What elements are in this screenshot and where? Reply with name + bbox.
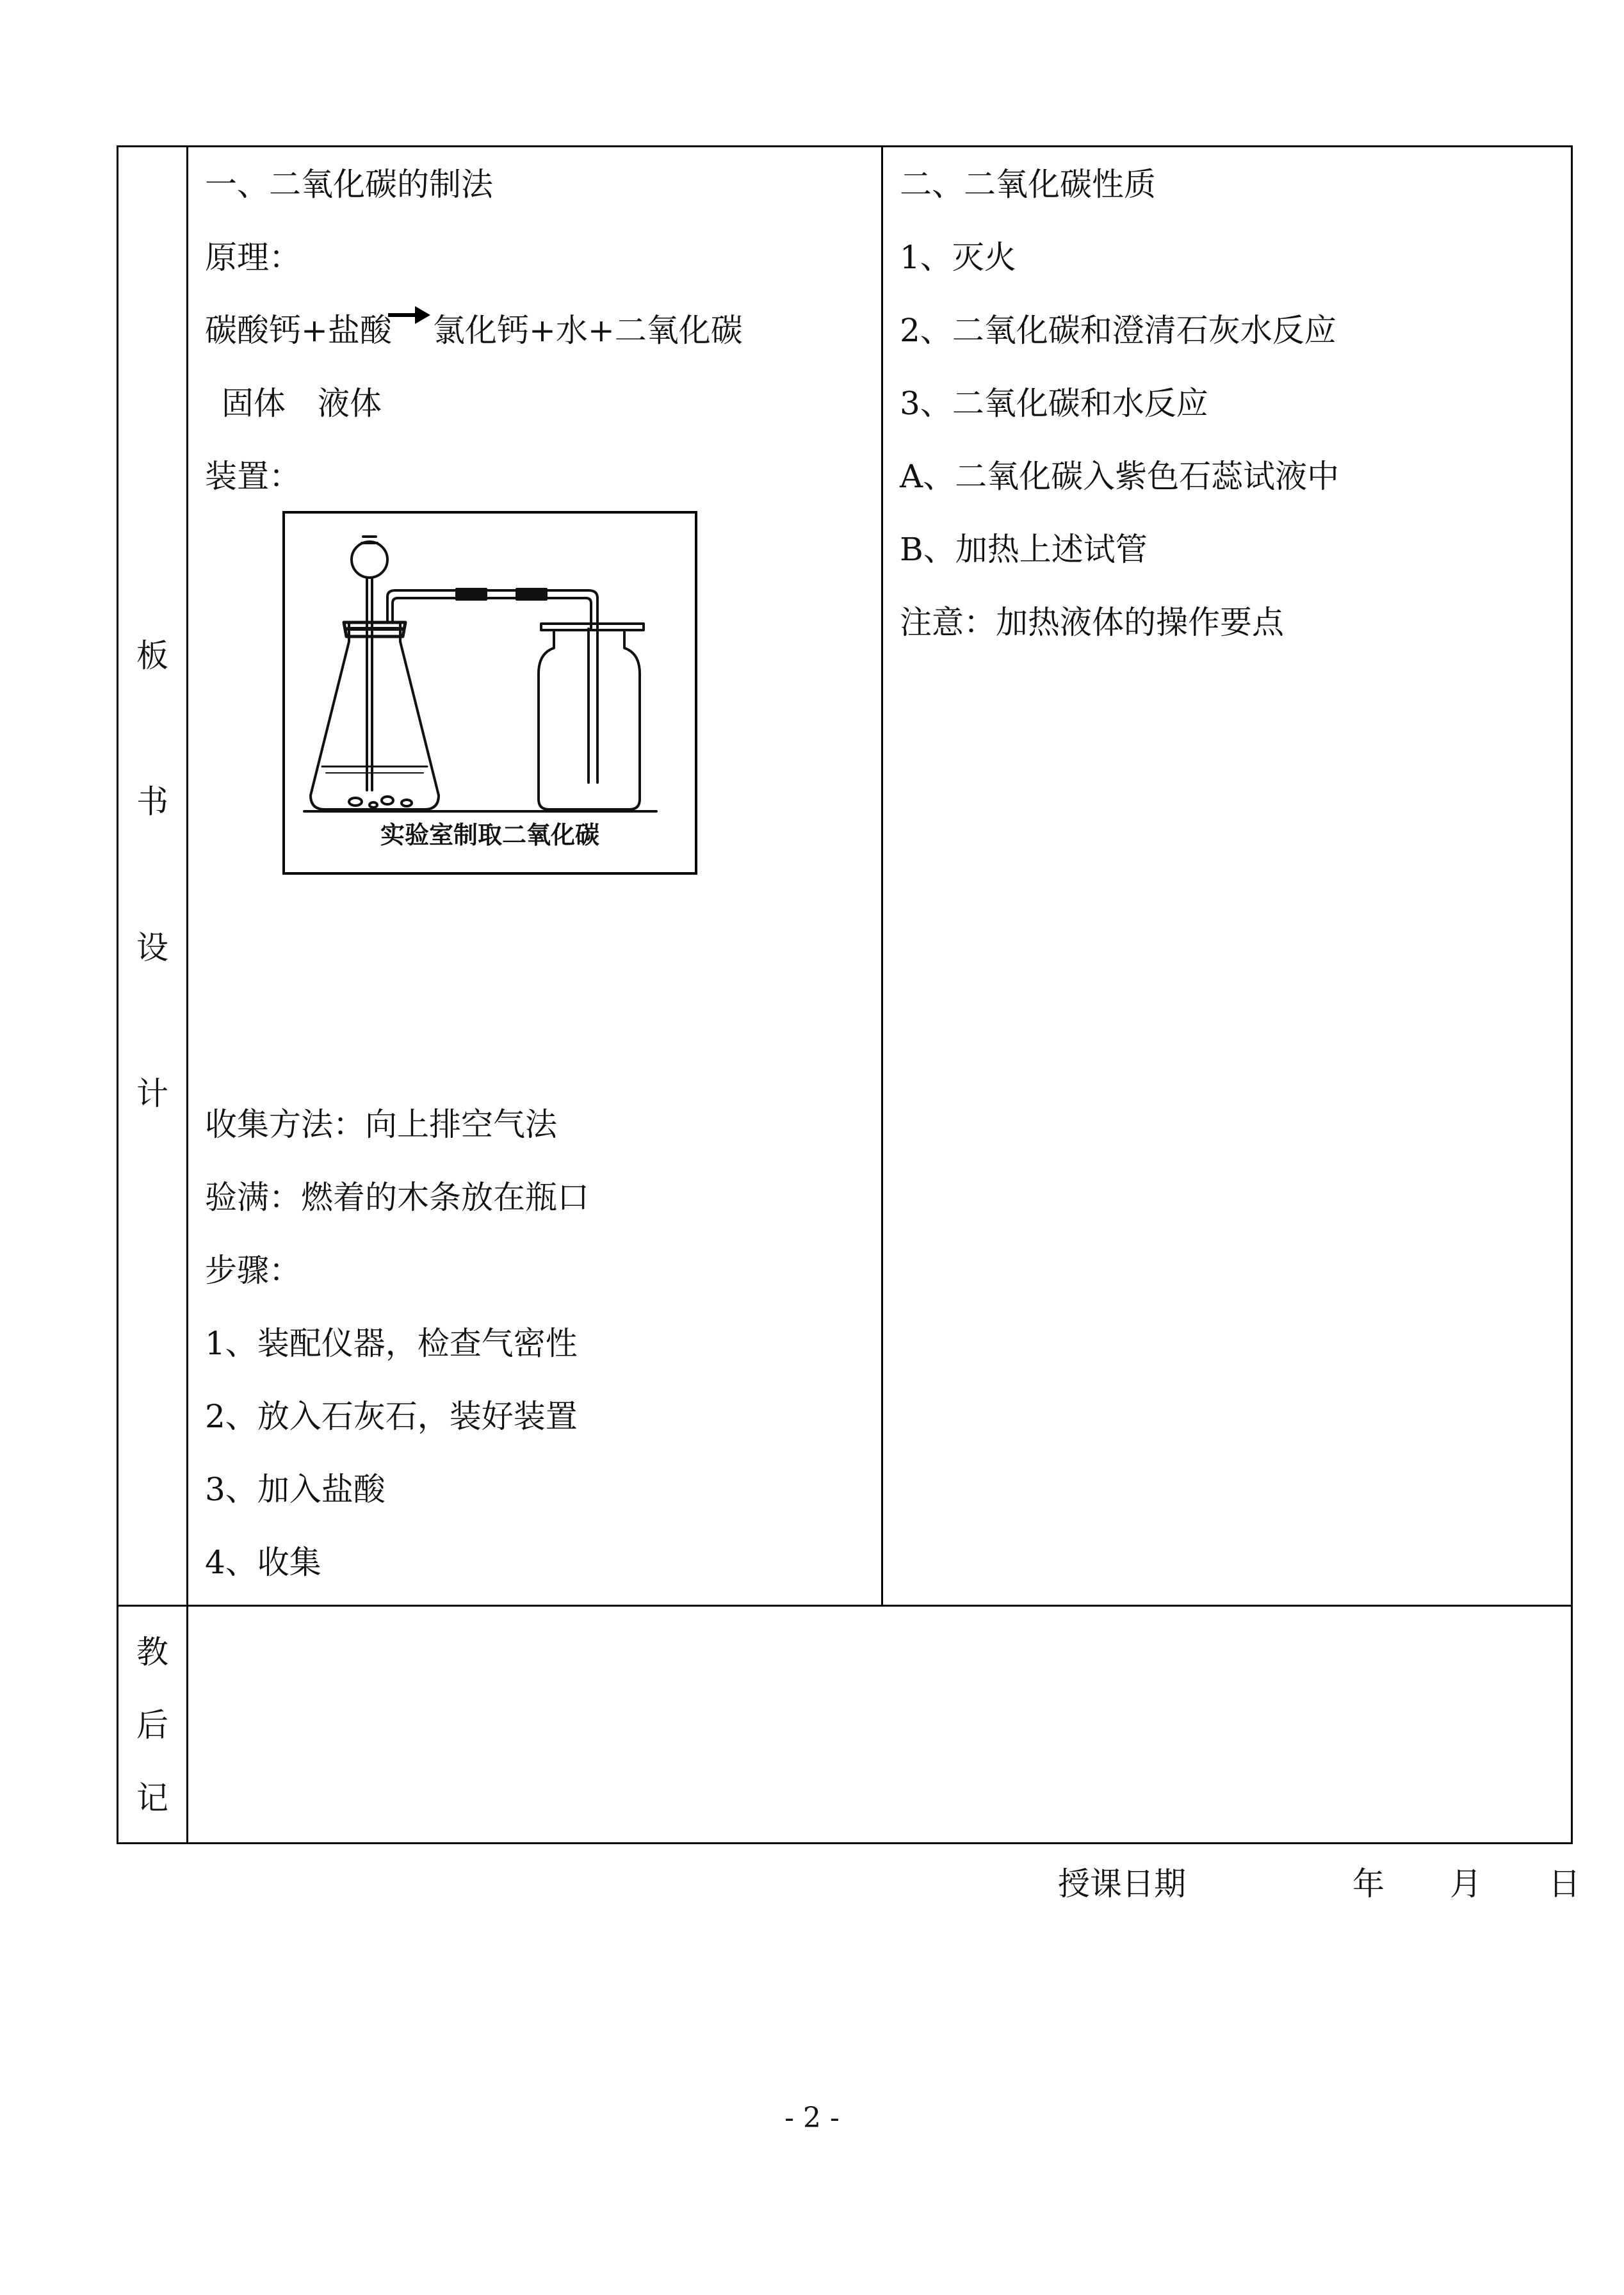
step-item: 2、放入石灰石，装好装置 <box>205 1398 578 1435</box>
reaction-products: 氯化钙+水+二氧化碳 <box>433 312 743 349</box>
reaction-arrow-icon <box>387 302 432 328</box>
left-heading: 一、二氧化碳的制法 <box>205 166 493 203</box>
notes-label-char: 后 <box>136 1707 168 1744</box>
table-content-column-divider <box>881 145 883 1606</box>
table-top-border <box>117 145 1573 147</box>
date-day-label: 日 <box>1548 1865 1580 1902</box>
table-row-divider <box>117 1605 1573 1607</box>
co2-apparatus-icon <box>285 514 695 872</box>
reaction-reactants: 碳酸钙+盐酸 <box>205 312 392 349</box>
reactant-states: 固体 液体 <box>222 385 382 422</box>
table-bottom-border <box>117 1842 1573 1844</box>
notes-label-char: 教 <box>136 1634 168 1671</box>
table-left-border <box>117 145 118 1844</box>
property-item: 3、二氧化碳和水反应 <box>900 385 1208 422</box>
page-number: - 2 - <box>784 2102 840 2134</box>
side-label-char: 书 <box>136 783 168 820</box>
side-label-char: 计 <box>136 1075 168 1112</box>
date-month-label: 月 <box>1450 1865 1482 1902</box>
collection-method: 收集方法：向上排空气法 <box>205 1106 557 1143</box>
notes-label-char: 记 <box>136 1780 168 1817</box>
table-right-border <box>1571 145 1573 1844</box>
date-year-label: 年 <box>1352 1865 1384 1902</box>
teaching-date-label: 授课日期 <box>1058 1865 1186 1902</box>
step-item: 3、加入盐酸 <box>205 1471 386 1508</box>
full-check-method: 验满：燃着的木条放在瓶口 <box>205 1179 589 1216</box>
right-heading: 二、二氧化碳性质 <box>900 166 1156 203</box>
principle-label: 原理： <box>205 239 301 276</box>
steps-label: 步骤： <box>205 1252 301 1289</box>
apparatus-label: 装置： <box>205 458 301 495</box>
property-item: B、加热上述试管 <box>900 531 1148 568</box>
property-item: 2、二氧化碳和澄清石灰水反应 <box>900 312 1336 349</box>
figure-caption: 实验室制取二氧化碳 <box>380 821 599 849</box>
side-label-char: 设 <box>136 929 168 966</box>
property-item: 1、灭火 <box>900 239 1016 276</box>
property-note: 注意：加热液体的操作要点 <box>900 604 1284 641</box>
property-item: A、二氧化碳入紫色石蕊试液中 <box>900 458 1340 495</box>
apparatus-figure <box>282 511 697 875</box>
step-item: 1、装配仪器，检查气密性 <box>205 1325 578 1362</box>
side-label-char: 板 <box>136 637 168 674</box>
step-item: 4、收集 <box>205 1544 321 1581</box>
table-label-column-divider <box>186 145 188 1844</box>
